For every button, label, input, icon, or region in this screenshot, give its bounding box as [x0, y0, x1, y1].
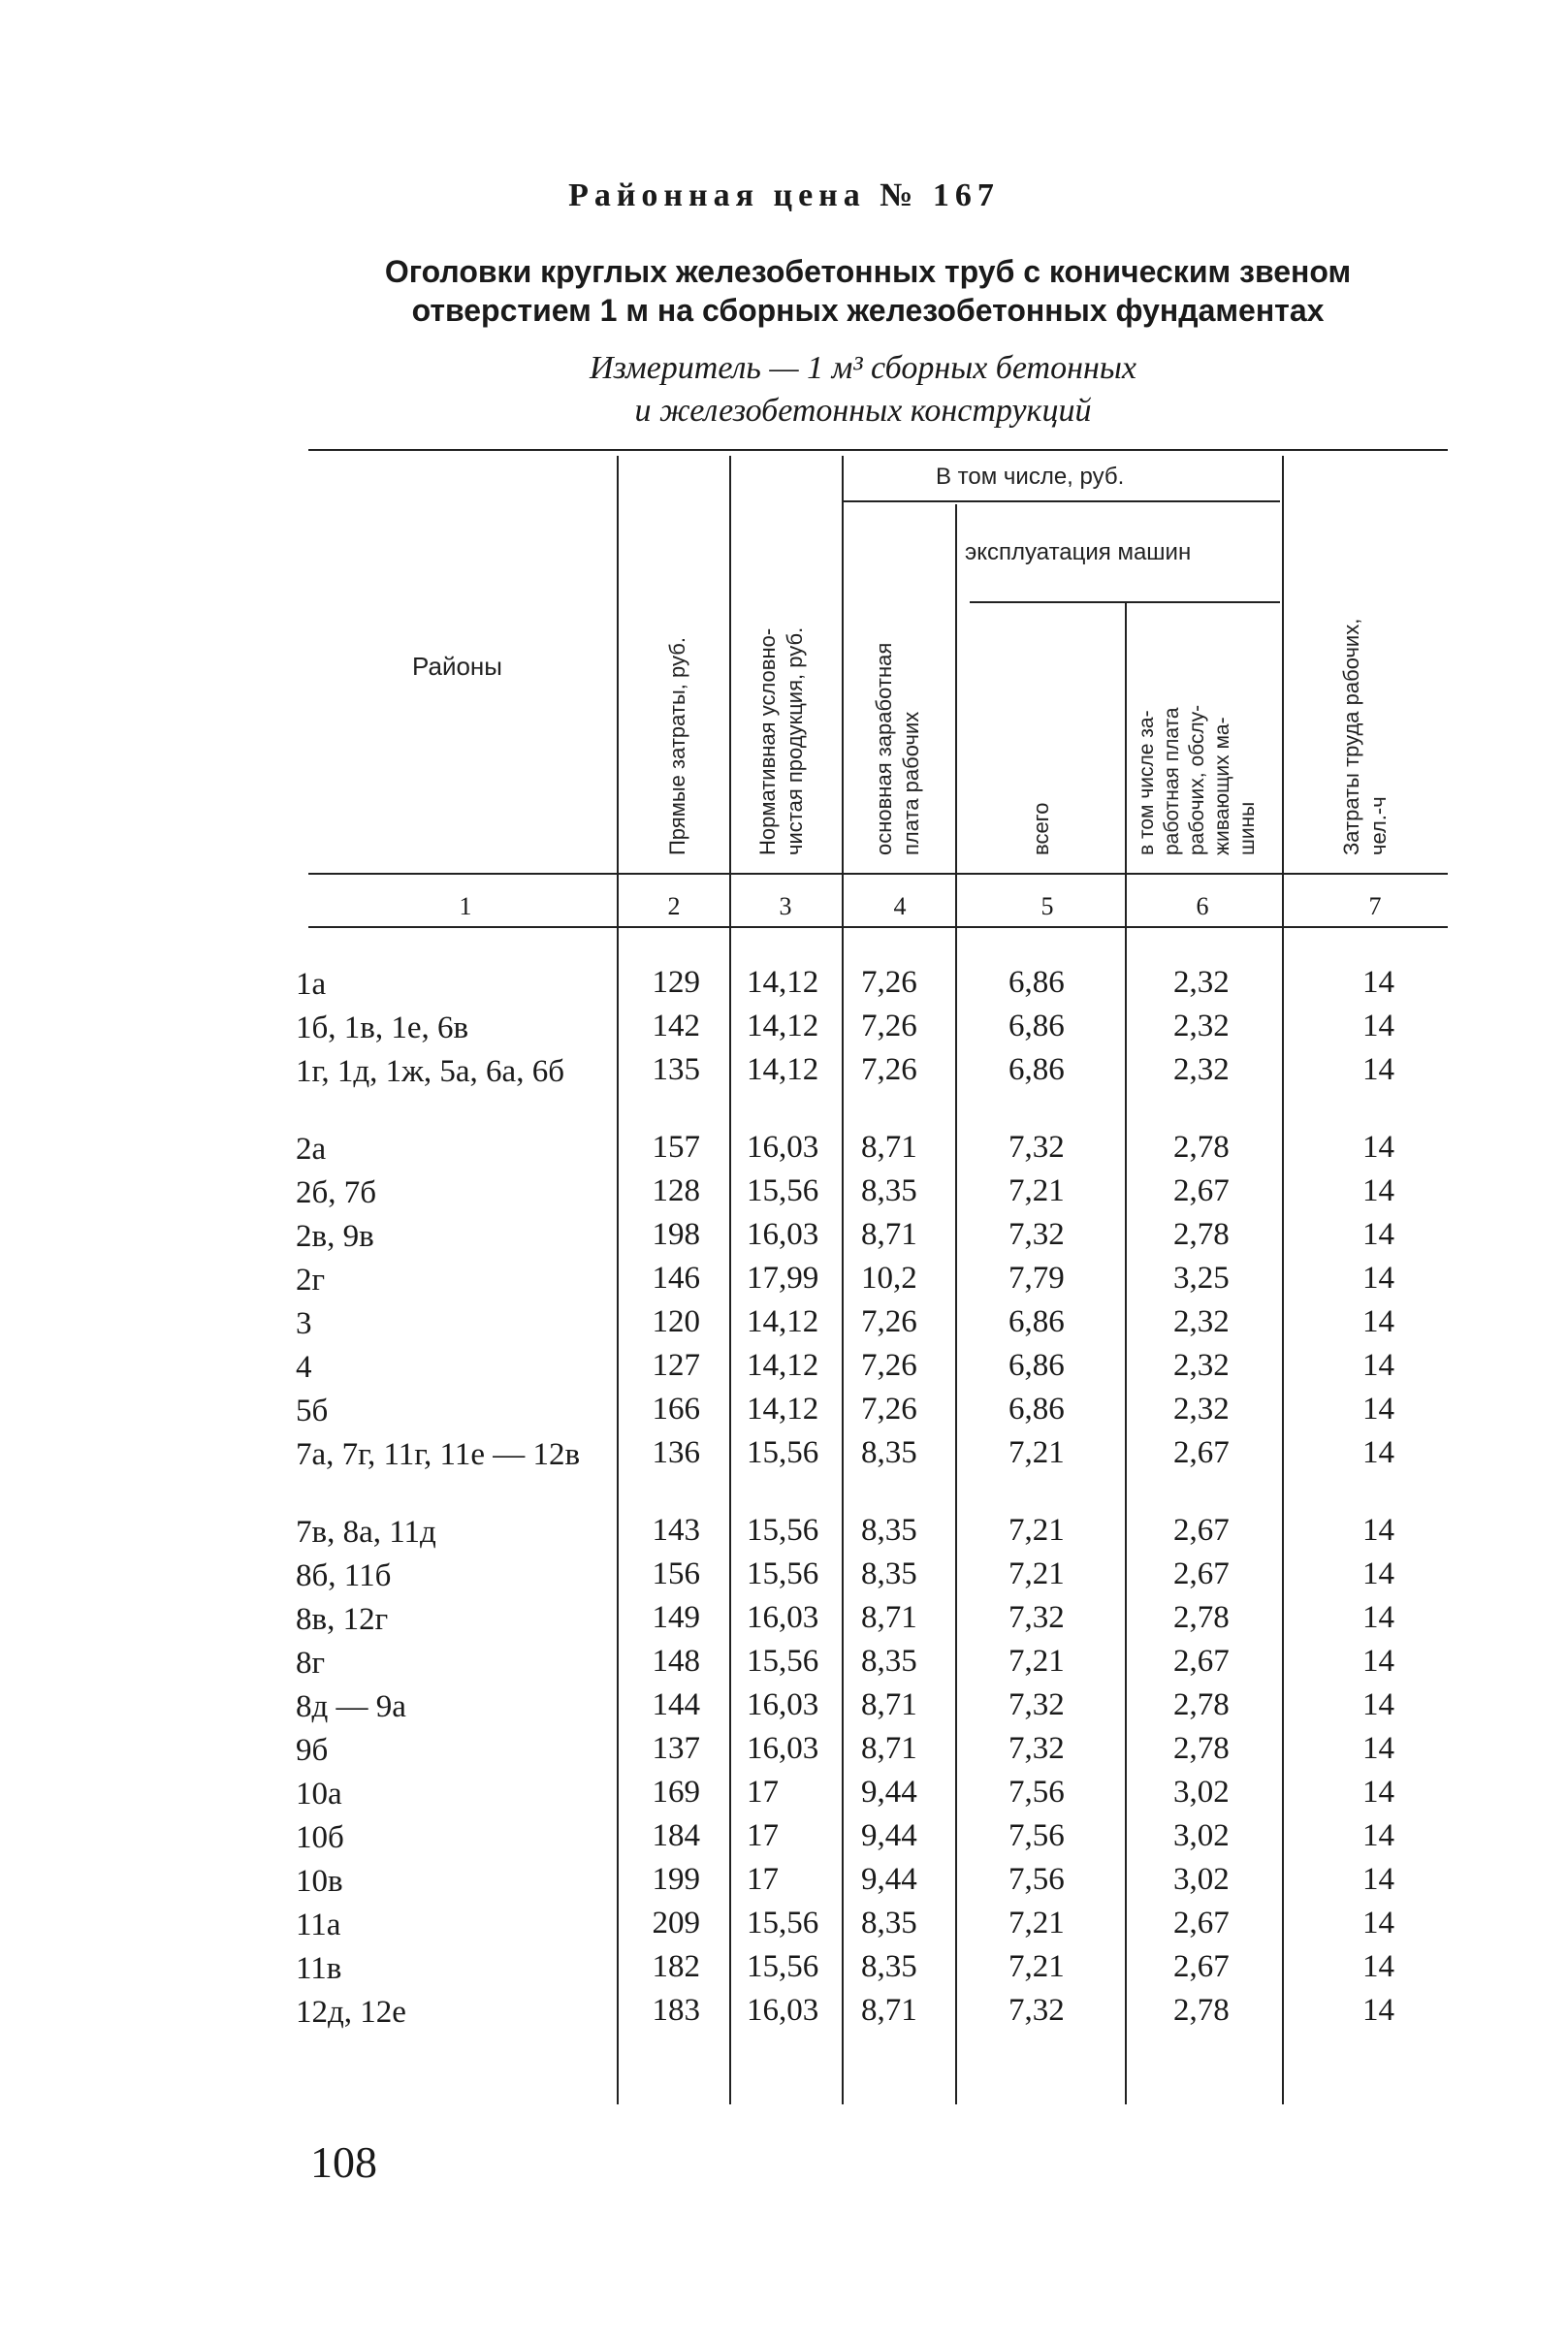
cell-district: 1а — [296, 967, 327, 1002]
vline-5 — [1125, 601, 1127, 2104]
cell-district: 11а — [296, 1908, 341, 1942]
cell-direct: 144 — [652, 1687, 700, 1722]
cell-machine-wage: 2,67 — [1173, 1906, 1230, 1940]
page-subtitle: Оголовки круглых железобетонных труб с коническим звеном отверстием 1 м на сборных железобетонных фундаментах — [384, 254, 1352, 328]
cell-labor: 14 — [1362, 1862, 1394, 1897]
cell-wage: 8,35 — [861, 1644, 917, 1679]
cell-machine-wage: 2,67 — [1173, 1513, 1230, 1548]
measure-line-2: и железобетонных конструкций — [634, 393, 1092, 429]
header-basic-wage-line-1: основная заработная — [872, 642, 896, 855]
cell-total: 6,86 — [1008, 1009, 1065, 1043]
cell-normative: 14,12 — [747, 1392, 819, 1427]
cell-district: 10а — [296, 1777, 342, 1812]
cell-direct: 136 — [652, 1435, 700, 1470]
cell-total: 7,21 — [1008, 1173, 1065, 1208]
cell-wage: 7,26 — [861, 1392, 917, 1427]
cell-total: 6,86 — [1008, 1304, 1065, 1339]
cell-wage: 8,71 — [861, 1600, 917, 1635]
cell-machine-wage: 2,32 — [1173, 1304, 1230, 1339]
header-incl-wage-line-1: в том числе за- — [1136, 710, 1158, 855]
cell-total: 7,32 — [1008, 1687, 1065, 1722]
cell-normative: 16,03 — [747, 1993, 819, 2028]
cell-district: 12д, 12е — [296, 1995, 406, 2030]
cell-machine-wage: 2,32 — [1173, 1009, 1230, 1043]
cell-normative: 14,12 — [747, 1009, 819, 1043]
cell-machine-wage: 2,32 — [1173, 1052, 1230, 1087]
cell-total: 7,32 — [1008, 1600, 1065, 1635]
header-incl-wage-line-5: шины — [1236, 801, 1259, 855]
cell-total: 7,32 — [1008, 1217, 1065, 1252]
cell-district: 10б — [296, 1820, 344, 1855]
cell-district: 8в, 12г — [296, 1602, 389, 1637]
cell-wage: 9,44 — [861, 1818, 917, 1853]
header-direct-costs: Прямые затраты, руб. — [665, 637, 689, 855]
cell-machine-wage: 2,78 — [1173, 1600, 1230, 1635]
cell-total: 7,56 — [1008, 1775, 1065, 1810]
cell-total: 6,86 — [1008, 965, 1065, 1000]
cell-total: 7,21 — [1008, 1906, 1065, 1940]
cell-normative: 17 — [747, 1818, 779, 1853]
cell-total: 6,86 — [1008, 1392, 1065, 1427]
header-machine-operation: эксплуатация машин — [965, 539, 1192, 565]
cell-normative: 15,56 — [747, 1173, 819, 1208]
cell-wage: 9,44 — [861, 1775, 917, 1810]
column-number: 2 — [667, 892, 681, 920]
cell-normative: 15,56 — [747, 1949, 819, 1984]
cell-wage: 8,71 — [861, 1731, 917, 1766]
cell-total: 7,56 — [1008, 1862, 1065, 1897]
header-normative-line-1: Нормативная условно- — [755, 627, 780, 855]
header-districts: Районы — [412, 652, 502, 681]
vline-2 — [729, 456, 731, 2104]
cell-direct: 169 — [652, 1775, 700, 1810]
column-number: 6 — [1196, 892, 1209, 920]
cell-machine-wage: 2,67 — [1173, 1435, 1230, 1470]
cell-wage: 8,71 — [861, 1217, 917, 1252]
header-total: всего — [1029, 802, 1053, 855]
cell-normative: 16,03 — [747, 1600, 819, 1635]
cell-wage: 8,71 — [861, 1130, 917, 1165]
cell-district: 8д — 9а — [296, 1689, 406, 1724]
header-normative — [754, 627, 809, 855]
cell-direct: 199 — [652, 1862, 700, 1897]
cell-direct: 120 — [652, 1304, 700, 1339]
cell-district: 8б, 11б — [296, 1558, 392, 1593]
cell-total: 7,21 — [1008, 1949, 1065, 1984]
cell-labor: 14 — [1362, 1130, 1394, 1165]
cell-machine-wage: 2,67 — [1173, 1949, 1230, 1984]
cell-labor: 14 — [1362, 1687, 1394, 1722]
cell-district: 2б, 7б — [296, 1175, 377, 1210]
cell-total: 7,21 — [1008, 1513, 1065, 1548]
cell-labor: 14 — [1362, 1775, 1394, 1810]
cell-district: 4 — [296, 1350, 312, 1385]
cell-direct: 127 — [652, 1348, 700, 1383]
cell-normative: 16,03 — [747, 1217, 819, 1252]
cell-district: 2г — [296, 1263, 326, 1298]
cell-district: 11в — [296, 1951, 342, 1986]
header-incl-wage-line-2: работная плата — [1161, 707, 1183, 855]
cell-normative: 16,03 — [747, 1687, 819, 1722]
table-top-rule — [308, 449, 1448, 451]
cell-machine-wage: 2,32 — [1173, 1392, 1230, 1427]
cell-direct: 135 — [652, 1052, 700, 1087]
cell-machine-wage: 2,67 — [1173, 1556, 1230, 1591]
column-number: 1 — [459, 892, 472, 920]
cell-machine-wage: 3,02 — [1173, 1862, 1230, 1897]
cell-labor: 14 — [1362, 1556, 1394, 1591]
cell-direct: 128 — [652, 1173, 700, 1208]
cell-normative: 15,56 — [747, 1435, 819, 1470]
cell-machine-wage: 2,78 — [1173, 1731, 1230, 1766]
cell-normative: 15,56 — [747, 1906, 819, 1940]
cell-direct: 157 — [652, 1130, 700, 1165]
cell-normative: 17 — [747, 1775, 779, 1810]
cell-district: 7а, 7г, 11г, 11е — 12в — [296, 1437, 581, 1472]
header-basic-wage-line-2: плата рабочих — [899, 711, 923, 855]
cell-direct: 143 — [652, 1513, 700, 1548]
column-number: 5 — [1040, 892, 1054, 920]
cell-total: 6,86 — [1008, 1348, 1065, 1383]
cell-wage: 7,26 — [861, 1348, 917, 1383]
page-title: Районная цена № 167 — [568, 177, 1000, 213]
cell-wage: 8,35 — [861, 1556, 917, 1591]
cell-direct: 166 — [652, 1392, 700, 1427]
measure-line-1: Измеритель — 1 м³ сборных бетонных — [590, 350, 1136, 386]
cell-machine-wage: 2,32 — [1173, 965, 1230, 1000]
cell-machine-wage: 2,78 — [1173, 1217, 1230, 1252]
cell-labor: 14 — [1362, 1600, 1394, 1635]
cell-wage: 7,26 — [861, 1304, 917, 1339]
cell-normative: 17 — [747, 1862, 779, 1897]
cell-labor: 14 — [1362, 965, 1394, 1000]
cell-direct: 184 — [652, 1818, 700, 1853]
cell-direct: 198 — [652, 1217, 700, 1252]
cell-district: 1г, 1д, 1ж, 5а, 6а, 6б — [296, 1054, 564, 1089]
header-normative-line-2: чистая продукция, руб. — [783, 626, 807, 855]
vline-4 — [955, 504, 957, 2104]
cell-labor: 14 — [1362, 1304, 1394, 1339]
cell-machine-wage: 2,32 — [1173, 1348, 1230, 1383]
cell-labor: 14 — [1362, 1993, 1394, 2028]
colnum-bottom-rule — [308, 926, 1448, 928]
cell-machine-wage: 2,78 — [1173, 1993, 1230, 2028]
cell-district: 5б — [296, 1394, 329, 1428]
cell-wage: 7,26 — [861, 965, 917, 1000]
cell-wage: 8,35 — [861, 1173, 917, 1208]
cell-direct: 182 — [652, 1949, 700, 1984]
cell-normative: 16,03 — [747, 1731, 819, 1766]
cell-total: 7,21 — [1008, 1644, 1065, 1679]
cell-total: 7,32 — [1008, 1993, 1065, 2028]
cell-direct: 129 — [652, 965, 700, 1000]
cell-wage: 9,44 — [861, 1862, 917, 1897]
cell-machine-wage: 3,02 — [1173, 1775, 1230, 1810]
page-number: 108 — [310, 2137, 377, 2187]
cell-total: 6,86 — [1008, 1052, 1065, 1087]
header-labor-line-2: чел.-ч — [1366, 796, 1391, 855]
cell-machine-wage: 2,78 — [1173, 1130, 1230, 1165]
cell-labor: 14 — [1362, 1513, 1394, 1548]
cell-total: 7,32 — [1008, 1130, 1065, 1165]
cell-direct: 146 — [652, 1261, 700, 1296]
cell-labor: 14 — [1362, 1217, 1394, 1252]
header-incl-wage-line-4: живающих ма- — [1211, 717, 1233, 855]
cell-labor: 14 — [1362, 1052, 1394, 1087]
cell-wage: 8,71 — [861, 1993, 917, 2028]
cell-normative: 14,12 — [747, 1304, 819, 1339]
cell-direct: 149 — [652, 1600, 700, 1635]
cell-labor: 14 — [1362, 1949, 1394, 1984]
header-incl-wage — [1135, 705, 1261, 855]
cell-total: 7,21 — [1008, 1435, 1065, 1470]
cell-district: 2в, 9в — [296, 1219, 374, 1254]
cell-normative: 14,12 — [747, 1348, 819, 1383]
cell-normative: 15,56 — [747, 1513, 819, 1548]
cell-machine-wage: 3,02 — [1173, 1818, 1230, 1853]
cell-normative: 17,99 — [747, 1261, 819, 1296]
vline-3 — [842, 456, 844, 2104]
cell-wage: 8,35 — [861, 1949, 917, 1984]
cell-wage: 7,26 — [861, 1009, 917, 1043]
cell-district: 7в, 8а, 11д — [296, 1515, 436, 1550]
cell-direct: 148 — [652, 1644, 700, 1679]
cell-labor: 14 — [1362, 1348, 1394, 1383]
header-labor-line-1: Затраты труда рабочих, — [1339, 618, 1363, 855]
cell-district: 8г — [296, 1646, 326, 1681]
cell-labor: 14 — [1362, 1009, 1394, 1043]
cell-normative: 16,03 — [747, 1130, 819, 1165]
header-bottom-rule — [308, 873, 1448, 875]
measure-unit — [427, 347, 1299, 433]
cell-district: 10в — [296, 1864, 343, 1899]
cell-machine-wage: 2,78 — [1173, 1687, 1230, 1722]
header-labor — [1338, 619, 1392, 855]
cell-district: 2а — [296, 1132, 327, 1167]
cell-direct: 137 — [652, 1731, 700, 1766]
column-number: 3 — [779, 892, 792, 920]
cell-district: 1б, 1в, 1е, 6в — [296, 1010, 469, 1045]
cell-total: 7,32 — [1008, 1731, 1065, 1766]
cell-wage: 8,71 — [861, 1687, 917, 1722]
cell-labor: 14 — [1362, 1392, 1394, 1427]
cell-wage: 8,35 — [861, 1906, 917, 1940]
header-including: В том числе, руб. — [936, 464, 1125, 490]
cell-machine-wage: 2,67 — [1173, 1644, 1230, 1679]
cell-wage: 8,35 — [861, 1435, 917, 1470]
cell-district: 3 — [296, 1306, 312, 1341]
cell-labor: 14 — [1362, 1261, 1394, 1296]
cell-labor: 14 — [1362, 1435, 1394, 1470]
header-incl-wage-line-3: рабочих, обслу- — [1186, 704, 1208, 855]
cell-machine-wage: 3,25 — [1173, 1261, 1230, 1296]
vline-6 — [1282, 456, 1284, 2104]
cell-wage: 10,2 — [861, 1261, 917, 1296]
including-rule — [844, 500, 1280, 502]
header-basic-wage — [871, 643, 925, 855]
cell-direct: 183 — [652, 1993, 700, 2028]
cell-labor: 14 — [1362, 1906, 1394, 1940]
cell-labor: 14 — [1362, 1731, 1394, 1766]
cell-normative: 14,12 — [747, 1052, 819, 1087]
column-number: 4 — [893, 892, 907, 920]
cell-labor: 14 — [1362, 1644, 1394, 1679]
cell-normative: 15,56 — [747, 1556, 819, 1591]
cell-wage: 8,35 — [861, 1513, 917, 1548]
cell-normative: 15,56 — [747, 1644, 819, 1679]
cell-direct: 209 — [652, 1906, 700, 1940]
cell-total: 7,21 — [1008, 1556, 1065, 1591]
cell-total: 7,79 — [1008, 1261, 1065, 1296]
cell-district: 9б — [296, 1733, 329, 1768]
cell-machine-wage: 2,67 — [1173, 1173, 1230, 1208]
cell-direct: 156 — [652, 1556, 700, 1591]
cell-total: 7,56 — [1008, 1818, 1065, 1853]
cell-wage: 7,26 — [861, 1052, 917, 1087]
cell-normative: 14,12 — [747, 965, 819, 1000]
cell-labor: 14 — [1362, 1818, 1394, 1853]
cell-labor: 14 — [1362, 1173, 1394, 1208]
column-number: 7 — [1368, 892, 1382, 920]
cell-direct: 142 — [652, 1009, 700, 1043]
